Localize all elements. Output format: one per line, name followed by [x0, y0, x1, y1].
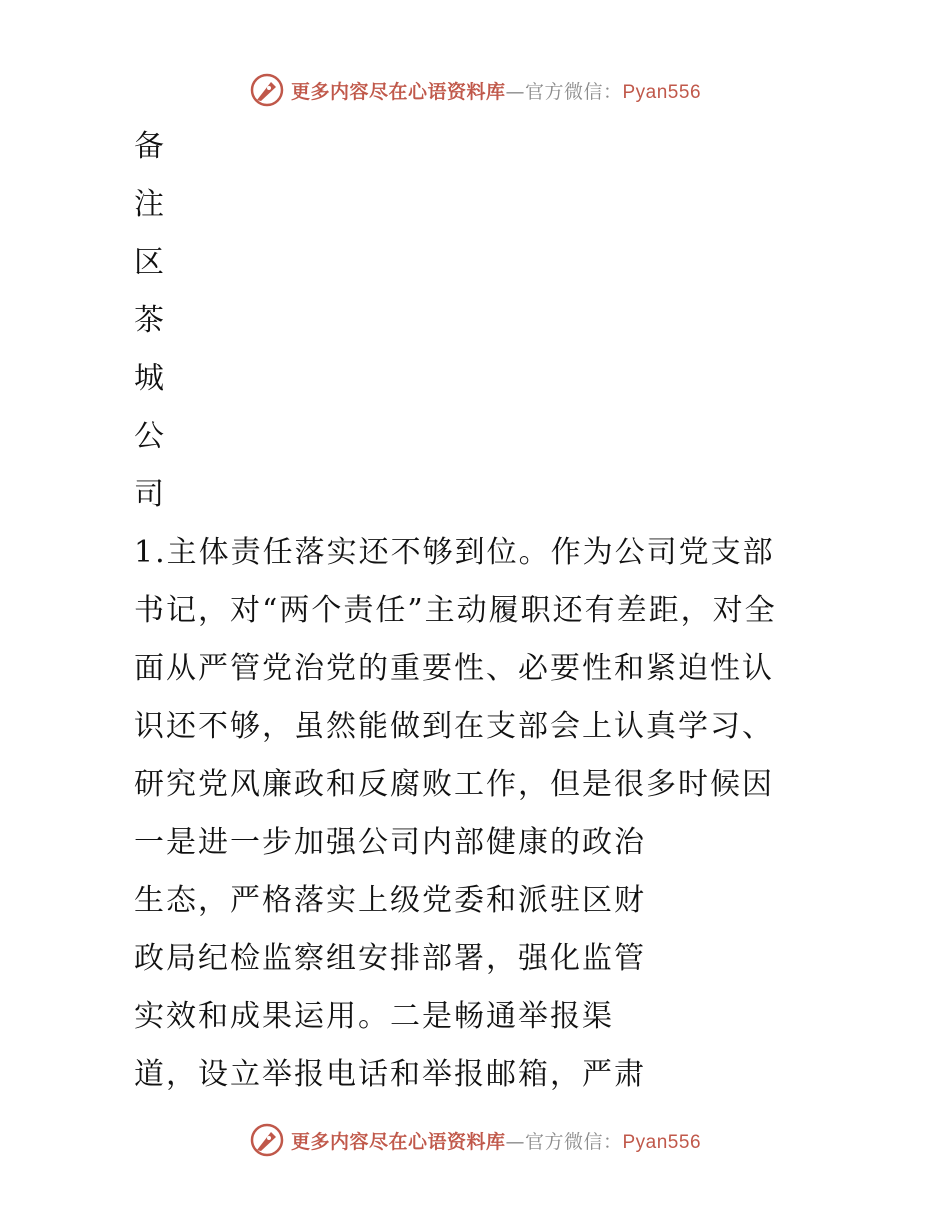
- header-banner-text: [291, 77, 701, 104]
- body-line: 道，设立举报电话和举报邮箱，严肃: [134, 1057, 646, 1092]
- body-line: 注: [134, 187, 166, 222]
- footer-dash: —: [505, 1130, 525, 1153]
- body-line: 城: [134, 361, 166, 396]
- body-line: 司: [134, 477, 166, 512]
- body-line: 区: [134, 245, 166, 280]
- body-line: 面从严管党治党的重要性、必要性和紧迫性认: [134, 651, 774, 686]
- document-body: [134, 118, 854, 1104]
- header-banner: [0, 68, 950, 112]
- body-line: 一是进一步加强公司内部健康的政治: [134, 825, 646, 860]
- pen-nib-logo-icon: [249, 72, 285, 108]
- header-wechat-id: Pyan556: [622, 81, 702, 103]
- body-line: 书记，对“两个责任”主动履职还有差距，对全: [134, 593, 777, 628]
- body-line: 公: [134, 419, 166, 454]
- footer-banner: [0, 1118, 950, 1162]
- pen-nib-logo-icon: [249, 1122, 285, 1158]
- header-wechat-label: 官方微信：: [524, 80, 623, 103]
- footer-wechat-label: 官方微信：: [524, 1130, 623, 1153]
- footer-brand: 更多内容尽在心语资料库: [290, 1130, 506, 1153]
- body-line: 备: [134, 129, 166, 164]
- body-line: 识还不够，虽然能做到在支部会上认真学习、: [134, 709, 774, 744]
- header-brand: 更多内容尽在心语资料库: [290, 80, 506, 103]
- body-line: 政局纪检监察组安排部署，强化监管: [134, 941, 646, 976]
- body-line: 茶: [134, 303, 166, 338]
- body-line: 实效和成果运用。二是畅通举报渠: [134, 999, 614, 1034]
- body-line: 1.主体责任落实还不够到位。作为公司党支部: [134, 535, 775, 570]
- footer-banner-text: [291, 1127, 701, 1154]
- body-line: 研究党风廉政和反腐败工作，但是很多时候因: [134, 767, 774, 802]
- header-dash: —: [505, 80, 525, 103]
- body-line: 生态，严格落实上级党委和派驻区财: [134, 883, 646, 918]
- footer-wechat-id: Pyan556: [622, 1131, 702, 1153]
